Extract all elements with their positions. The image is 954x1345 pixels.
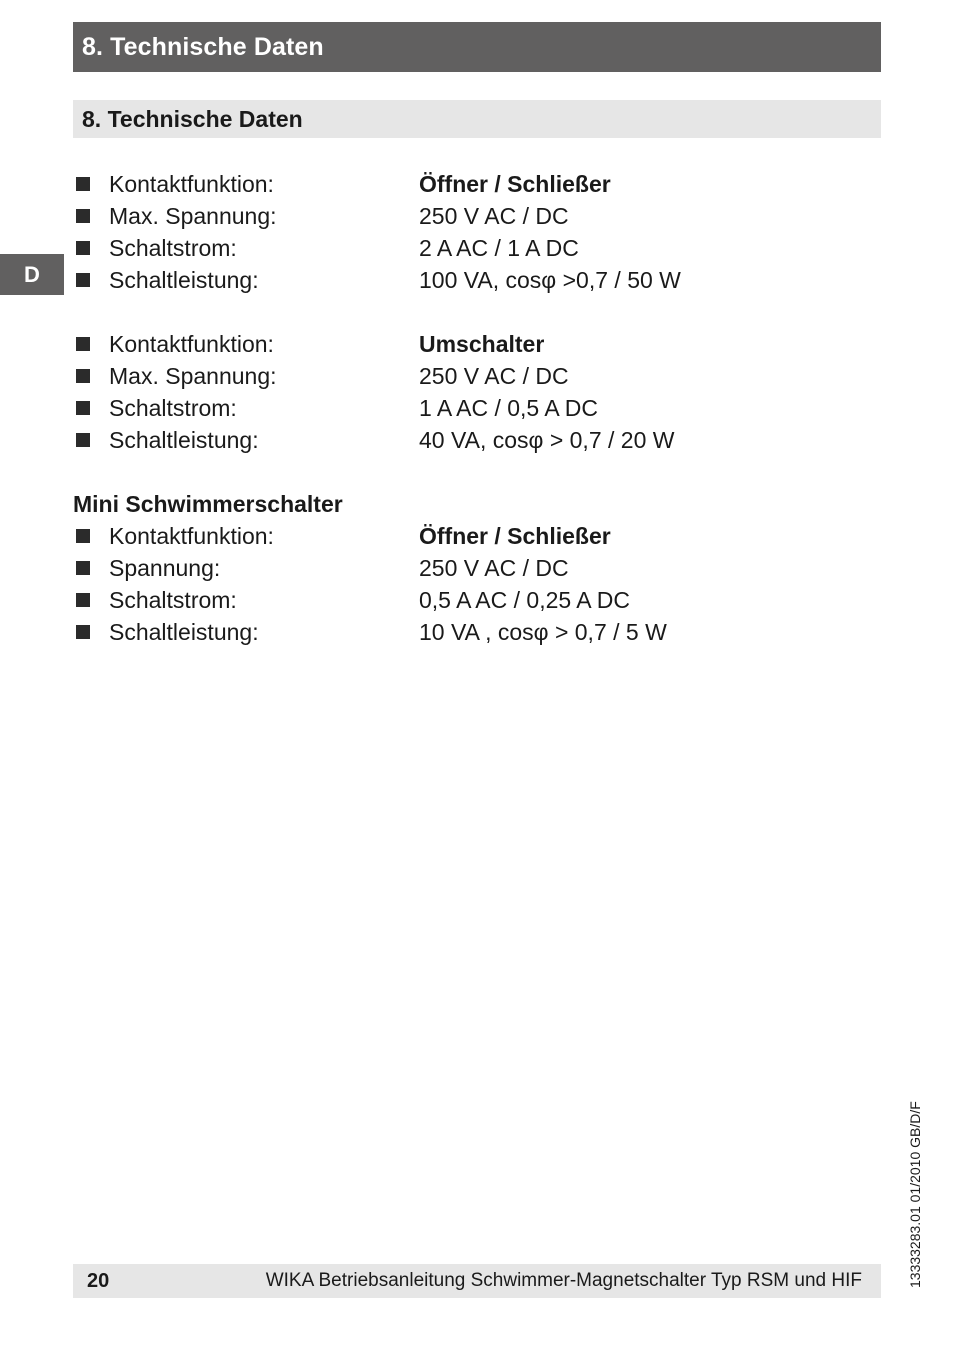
- bullet-square-icon: [76, 369, 90, 383]
- spec-row: [73, 424, 833, 456]
- footer-document-title: WIKA Betriebsanleitung Schwimmer-Magnetschalter Typ RSM und HIF: [265, 1270, 862, 1291]
- document-code: 13333283.01 01/2010 GB/D/F: [907, 1101, 923, 1288]
- spec-value: 250 V AC / DC: [419, 363, 569, 389]
- spec-label: Spannung:: [109, 555, 221, 581]
- bullet-square-icon: [76, 273, 90, 287]
- spec-row: [73, 328, 833, 360]
- spec-value: 250 V AC / DC: [419, 203, 569, 229]
- section-title: 8. Technische Daten: [82, 105, 303, 132]
- spec-value: Öffner / Schließer: [419, 171, 611, 197]
- spec-group-umschalter: [73, 328, 833, 456]
- chapter-header-bar: [73, 22, 881, 72]
- bullet-square-icon: [76, 177, 90, 191]
- bullet-square-icon: [76, 529, 90, 543]
- spec-label: Kontaktfunktion:: [109, 523, 274, 549]
- footer-bar: [73, 1264, 881, 1298]
- language-tab-label: D: [24, 261, 40, 287]
- spec-row: [73, 616, 833, 648]
- bullet-square-icon: [76, 241, 90, 255]
- spec-label: Schaltleistung:: [109, 427, 259, 453]
- spec-label: Kontaktfunktion:: [109, 171, 274, 197]
- spec-row: [73, 392, 833, 424]
- spec-group-mini-schwimmerschalter: [73, 488, 833, 648]
- spec-value: 0,5 A AC / 0,25 A DC: [419, 587, 630, 613]
- spec-row: [73, 360, 833, 392]
- bullet-square-icon: [76, 337, 90, 351]
- bullet-square-icon: [76, 593, 90, 607]
- spec-label: Max. Spannung:: [109, 203, 277, 229]
- spec-value: 250 V AC / DC: [419, 555, 569, 581]
- spec-value: 2 A AC / 1 A DC: [419, 235, 579, 261]
- spec-value: 40 VA, cosφ > 0,7 / 20 W: [419, 427, 675, 453]
- section-header-bar: [73, 100, 881, 138]
- spec-value: 10 VA , cosφ > 0,7 / 5 W: [419, 619, 667, 645]
- spec-label: Schaltleistung:: [109, 619, 259, 645]
- spec-value: Öffner / Schließer: [419, 523, 611, 549]
- spec-label: Kontaktfunktion:: [109, 331, 274, 357]
- spec-row: [73, 264, 833, 296]
- bullet-square-icon: [76, 209, 90, 223]
- group-title: Mini Schwimmerschalter: [73, 491, 343, 517]
- bullet-square-icon: [76, 561, 90, 575]
- spec-label: Schaltleistung:: [109, 267, 259, 293]
- spec-label: Schaltstrom:: [109, 395, 237, 421]
- spec-row: [73, 168, 833, 200]
- bullet-square-icon: [76, 433, 90, 447]
- chapter-title: 8. Technische Daten: [82, 32, 324, 61]
- spec-value: Umschalter: [419, 331, 545, 357]
- spec-label: Schaltstrom:: [109, 587, 237, 613]
- spec-row: [73, 520, 833, 552]
- bullet-square-icon: [76, 401, 90, 415]
- page-number: 20: [87, 1270, 110, 1292]
- spec-label: Max. Spannung:: [109, 363, 277, 389]
- spec-value: 100 VA, cosφ >0,7 / 50 W: [419, 267, 681, 293]
- spec-value: 1 A AC / 0,5 A DC: [419, 395, 599, 421]
- spec-group-oeffner-schliesser: [73, 168, 833, 296]
- language-tab: [0, 254, 64, 295]
- bullet-square-icon: [76, 625, 90, 639]
- spec-label: Schaltstrom:: [109, 235, 237, 261]
- spec-row: [73, 200, 833, 232]
- spec-row: [73, 584, 833, 616]
- spec-row: [73, 232, 833, 264]
- spec-row: [73, 552, 833, 584]
